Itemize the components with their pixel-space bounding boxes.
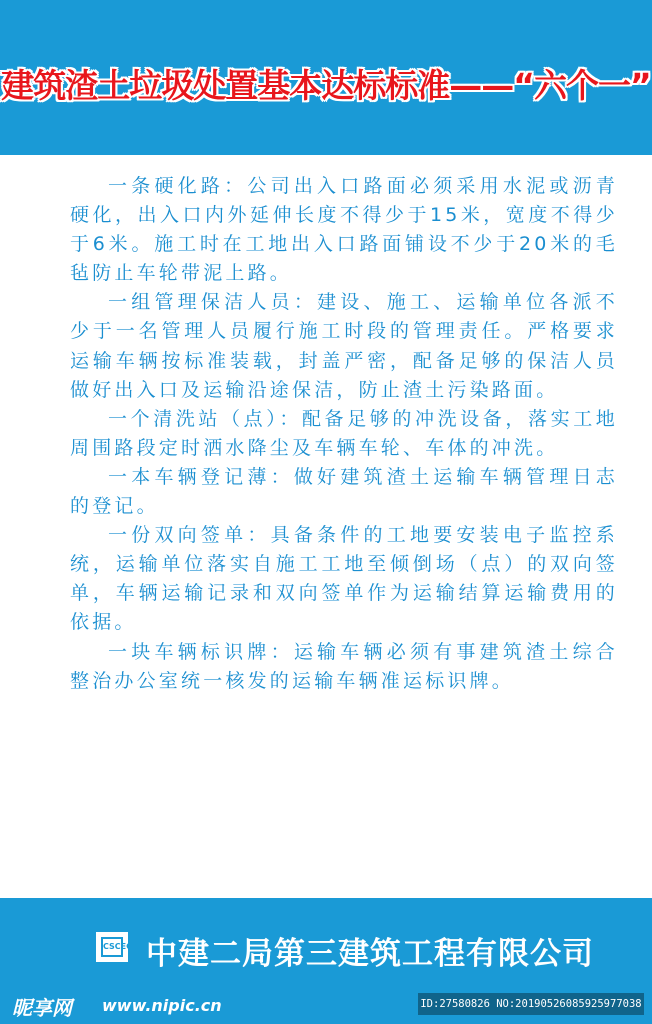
standards-content	[70, 172, 618, 696]
watermark-id: ID:27580826 NO:20190526085925977038	[418, 993, 644, 1015]
company-name: 中建二局第三建筑工程有限公司	[146, 936, 594, 972]
paragraph-hardened-road: 一条硬化路：公司出入口路面必须采用水泥或沥青硬化，出入口内外延伸长度不得少于15米，宽度不得少于6米。施工时在工地出入口路面铺设不少于20米的毛毡防止车轮带泥上路。	[70, 175, 618, 285]
paragraph-two-way-receipt: 一份双向签单：具备条件的工地要安装电子监控系统，运输单位落实自施工工地至倾倒场（点）的双向签单，车辆运输记录和双向签单作为运输结算运输费用的依据。	[70, 524, 618, 634]
page-title: 建筑渣土垃圾处置基本达标标准——“六个一”	[1, 66, 651, 105]
logo-mark: CSCEC	[101, 937, 123, 957]
paragraph-washing-station: 一个清洗站（点）：配备足够的冲洗设备，落实工地周围路段定时洒水降尘及车辆车轮、车体的冲洗。	[70, 407, 618, 459]
paragraph-vehicle-sign: 一块车辆标识牌：运输车辆必须有事建筑渣土综合整治办公室统一核发的运输车辆准运标识牌。	[70, 640, 618, 692]
watermark-site-logo: 昵享网	[12, 996, 72, 1020]
paragraph-vehicle-log: 一本车辆登记薄：做好建筑渣土运输车辆管理日志的登记。	[70, 465, 618, 518]
watermark-site-url[interactable]: www.nipic.cn	[102, 996, 222, 1015]
cscec-logo-icon	[96, 932, 132, 962]
paragraph-cleaning-staff: 一组管理保洁人员：建设、施工、运输单位各派不少于一名管理人员履行施工时段的管理责任。严格要求运输车辆按标准装载，封盖严密，配备足够的保洁人员做好出入口及运输沿途保洁，防止渣土污染路面。	[70, 291, 618, 401]
